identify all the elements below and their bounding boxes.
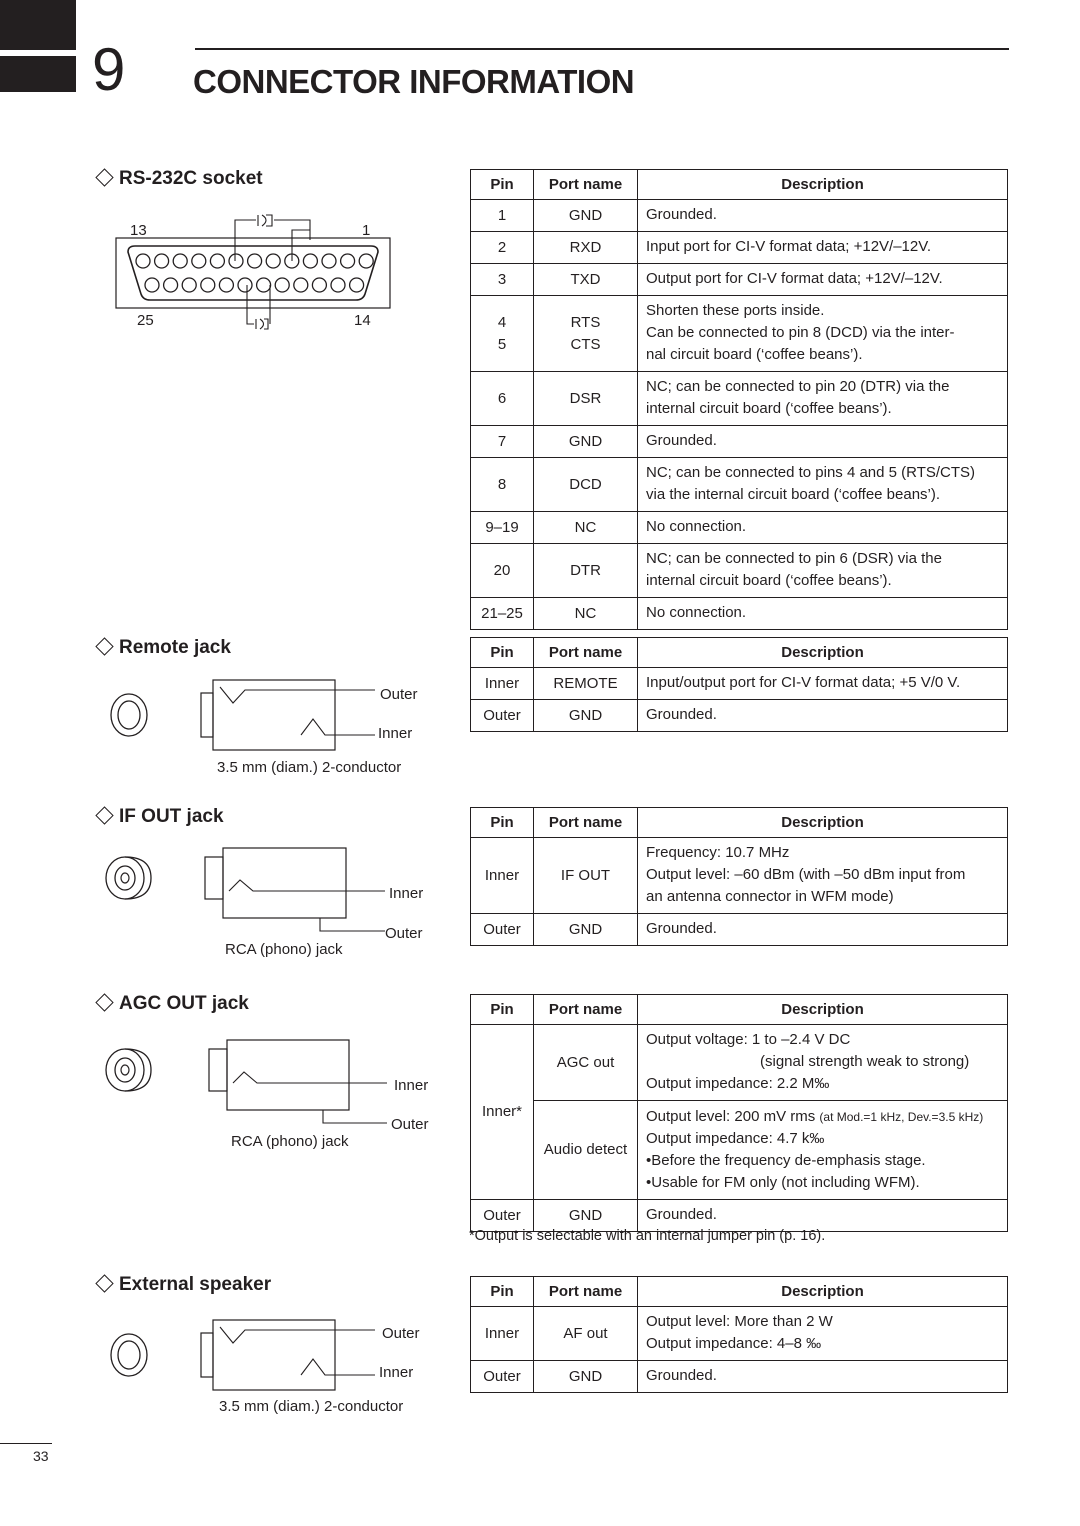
port-cell: GND — [534, 1361, 638, 1393]
description-cell: Input/output port for CI-V format data; +5 V/0 V. — [638, 668, 1008, 700]
port-cell: GND — [534, 914, 638, 946]
pin-cell: Inner — [471, 1307, 534, 1361]
ifout-inner-label: Inner — [389, 885, 424, 902]
table-row — [471, 668, 1008, 700]
agc-line2: (signal strength weak to strong) — [760, 1053, 970, 1070]
description-cell: No connection. — [638, 512, 1008, 544]
header-pin: Pin — [471, 1277, 534, 1307]
db25-pin-hole — [155, 254, 169, 268]
header-description: Description — [638, 995, 1008, 1025]
pin-cell: 6 — [471, 372, 534, 426]
chapter-title: CONNECTOR INFORMATION — [193, 63, 635, 100]
header-description: Description — [638, 638, 1008, 668]
port-cell: NC — [534, 598, 638, 630]
table-header-row — [471, 995, 1008, 1025]
diamond-icon — [95, 169, 113, 187]
speaker-outer-label: Outer — [382, 1325, 420, 1342]
table-row — [471, 426, 1008, 458]
db25-pin-hole — [303, 254, 317, 268]
pin-cell: 7 — [471, 426, 534, 458]
diamond-icon — [95, 638, 113, 656]
header-pin: Pin — [471, 170, 534, 200]
header-description: Description — [638, 1277, 1008, 1307]
remote-heading: Remote jack — [95, 636, 231, 660]
db25-pin-hole — [219, 278, 233, 292]
description-cell: Grounded. — [638, 700, 1008, 732]
description-cell: Shorten these ports inside. Can be connected to pin 8 (DCD) via the inter- nal circuit board (‘coffee beans’). — [638, 296, 1008, 372]
pin-cell: Inner — [471, 838, 534, 914]
db25-pin-hole — [238, 278, 252, 292]
db25-pin-hole — [359, 254, 373, 268]
page-rule — [0, 1443, 52, 1444]
db25-pin-hole — [257, 278, 271, 292]
table-row — [471, 1200, 1008, 1232]
remote-outer-label: Outer — [380, 686, 418, 703]
db25-pin-hole — [145, 278, 159, 292]
db25-pin-hole — [312, 278, 326, 292]
table-row — [471, 598, 1008, 630]
port-cell: RXD — [534, 232, 638, 264]
pin-cell: Outer — [471, 1361, 534, 1393]
remote-jack-diagram — [105, 675, 385, 755]
pin-cell: 20 — [471, 544, 534, 598]
port-cell: GND — [534, 700, 638, 732]
description-cell: Grounded. — [638, 200, 1008, 232]
db25-pin-hole — [294, 278, 308, 292]
agc-outer-pin: Outer — [471, 1200, 534, 1232]
db25-pin-hole — [341, 254, 355, 268]
agcout-pin-table — [470, 994, 1008, 1232]
table-header-row — [471, 1277, 1008, 1307]
diamond-icon — [95, 1275, 113, 1293]
table-row — [471, 458, 1008, 512]
port-cell: IF OUT — [534, 838, 638, 914]
agc-outer-port: GND — [534, 1200, 638, 1232]
chapter-rule — [195, 48, 1009, 50]
description-cell: Frequency: 10.7 MHz Output level: –60 dBm (with –50 dBm input from an antenna connector in WFM mode) — [638, 838, 1008, 914]
db25-pin-hole — [182, 278, 196, 292]
table-header-row — [471, 638, 1008, 668]
agc-line3: Output impedance: 2.2 M‰ — [646, 1075, 830, 1092]
db25-pin-hole — [210, 254, 224, 268]
header-description: Description — [638, 170, 1008, 200]
db25-pin-hole — [192, 254, 206, 268]
db25-pin-hole — [275, 278, 289, 292]
port-cell: DCD — [534, 458, 638, 512]
pin-cell: 8 — [471, 458, 534, 512]
diamond-icon — [95, 994, 113, 1012]
table-row — [471, 700, 1008, 732]
remote-caption: 3.5 mm (diam.) 2-conductor — [217, 759, 402, 776]
port-cell: GND — [534, 200, 638, 232]
agc-outer-desc: Grounded. — [638, 1200, 1008, 1232]
pin-cell: Outer — [471, 700, 534, 732]
table-row — [471, 200, 1008, 232]
audio-port: Audio detect — [534, 1101, 638, 1200]
db25-pin-hole — [350, 278, 364, 292]
description-cell: Grounded. — [638, 426, 1008, 458]
description-cell: NC; can be connected to pin 6 (DSR) via the internal circuit board (‘coffee beans’). — [638, 544, 1008, 598]
table-row — [471, 914, 1008, 946]
agc-port: AGC out — [534, 1025, 638, 1101]
chapter-tab-block — [0, 0, 76, 50]
port-cell: DSR — [534, 372, 638, 426]
table-row — [471, 264, 1008, 296]
db25-pin-hole — [173, 254, 187, 268]
table-header-row — [471, 808, 1008, 838]
db25-label-13: 13 — [130, 222, 147, 239]
page-number: 33 — [33, 1448, 49, 1464]
table-row — [471, 1101, 1008, 1200]
remote-pin-table — [470, 637, 1008, 732]
port-cell: AF out — [534, 1307, 638, 1361]
db25-label-25: 25 — [137, 312, 154, 329]
agcout-inner-label: Inner — [394, 1077, 429, 1094]
audio-line3: •Before the frequency de-emphasis stage. — [646, 1152, 926, 1169]
agcout-caption: RCA (phono) jack — [231, 1133, 349, 1150]
header-pin: Pin — [471, 808, 534, 838]
speaker-heading: External speaker — [95, 1273, 271, 1297]
header-port-name: Port name — [534, 995, 638, 1025]
remote-inner-label: Inner — [378, 725, 413, 742]
port-cell: TXD — [534, 264, 638, 296]
db25-pin-hole — [331, 278, 345, 292]
agc-description — [638, 1025, 1008, 1101]
speaker-inner-label: Inner — [379, 1364, 414, 1381]
table-row — [471, 296, 1008, 372]
chapter-tab-block-lower — [0, 56, 76, 92]
pin-cell: Inner — [471, 668, 534, 700]
table-row — [471, 1361, 1008, 1393]
table-row — [471, 372, 1008, 426]
pin-cell: 21–25 — [471, 598, 534, 630]
agcout-outer-label: Outer — [391, 1116, 429, 1133]
pin-cell: 1 — [471, 200, 534, 232]
table-row — [471, 232, 1008, 264]
table-row — [471, 512, 1008, 544]
table-header-row — [471, 170, 1008, 200]
audio-line1-wrap — [646, 1106, 1001, 1128]
description-cell: Output port for CI-V format data; +12V/–12V. — [638, 264, 1008, 296]
db25-pin-hole — [136, 254, 150, 268]
port-cell: REMOTE — [534, 668, 638, 700]
speaker-pin-table — [470, 1276, 1008, 1393]
port-cell: GND — [534, 426, 638, 458]
ifout-heading: IF OUT jack — [95, 805, 224, 829]
agcout-heading: AGC OUT jack — [95, 992, 249, 1016]
header-description: Description — [638, 808, 1008, 838]
db25-label-1: 1 — [362, 222, 371, 239]
audio-line1-note: (at Mod.=1 kHz, Dev.=3.5 kHz) — [819, 1110, 984, 1124]
db25-label-14: 14 — [354, 312, 371, 329]
pin-cell: 3 — [471, 264, 534, 296]
agc-line1: Output voltage: 1 to –2.4 V DC — [646, 1031, 851, 1048]
description-cell: Input port for CI-V format data; +12V/–12V. — [638, 232, 1008, 264]
port-cell: DTR — [534, 544, 638, 598]
description-cell: Output level: More than 2 W Output impedance: 4–8 ‰ — [638, 1307, 1008, 1361]
header-pin: Pin — [471, 995, 534, 1025]
header-port-name: Port name — [534, 808, 638, 838]
chapter-number: 9 — [92, 36, 126, 103]
header-port-name: Port name — [534, 170, 638, 200]
port-cell: RTS CTS — [534, 296, 638, 372]
agc-inner-pin: Inner* — [471, 1025, 534, 1200]
agcout-jack-diagram — [105, 1035, 390, 1127]
pin-cell: 2 — [471, 232, 534, 264]
speaker-caption: 3.5 mm (diam.) 2-conductor — [219, 1398, 404, 1415]
table-row — [471, 1307, 1008, 1361]
description-cell: NC; can be connected to pins 4 and 5 (RTS/CTS) via the internal circuit board (‘coffee beans’). — [638, 458, 1008, 512]
table-row — [471, 544, 1008, 598]
header-port-name: Port name — [534, 638, 638, 668]
rs232-heading: RS-232C socket — [95, 167, 263, 191]
description-cell: Grounded. — [638, 1361, 1008, 1393]
audio-line4: •Usable for FM only (not including WFM). — [646, 1174, 920, 1191]
pin-cell: 4 5 — [471, 296, 534, 372]
table-row — [471, 838, 1008, 914]
pin-cell: Outer — [471, 914, 534, 946]
pin-cell: 9–19 — [471, 512, 534, 544]
db25-pin-hole — [164, 278, 178, 292]
ifout-pin-table — [470, 807, 1008, 946]
db25-pin-hole — [248, 254, 262, 268]
db25-pin-hole — [266, 254, 280, 268]
header-port-name: Port name — [534, 1277, 638, 1307]
audio-description — [638, 1101, 1008, 1200]
description-cell: No connection. — [638, 598, 1008, 630]
diamond-icon — [95, 807, 113, 825]
db25-pin-hole — [229, 254, 243, 268]
agcout-footnote: *Output is selectable with an internal jumper pin (p. 16). — [469, 1228, 826, 1244]
ifout-caption: RCA (phono) jack — [225, 941, 343, 958]
ifout-outer-label: Outer — [385, 925, 423, 942]
header-pin: Pin — [471, 638, 534, 668]
rs232-pin-table — [470, 169, 1008, 630]
port-cell: NC — [534, 512, 638, 544]
description-cell: Grounded. — [638, 914, 1008, 946]
description-cell: NC; can be connected to pin 20 (DTR) via the internal circuit board (‘coffee beans’). — [638, 372, 1008, 426]
db25-pin-hole — [201, 278, 215, 292]
table-row — [471, 1025, 1008, 1101]
speaker-jack-diagram — [105, 1315, 385, 1395]
ifout-jack-diagram — [105, 843, 390, 935]
db25-pin-hole — [322, 254, 336, 268]
audio-line2: Output impedance: 4.7 k‰ — [646, 1130, 825, 1147]
audio-line1: Output level: 200 mV rms — [646, 1108, 816, 1125]
